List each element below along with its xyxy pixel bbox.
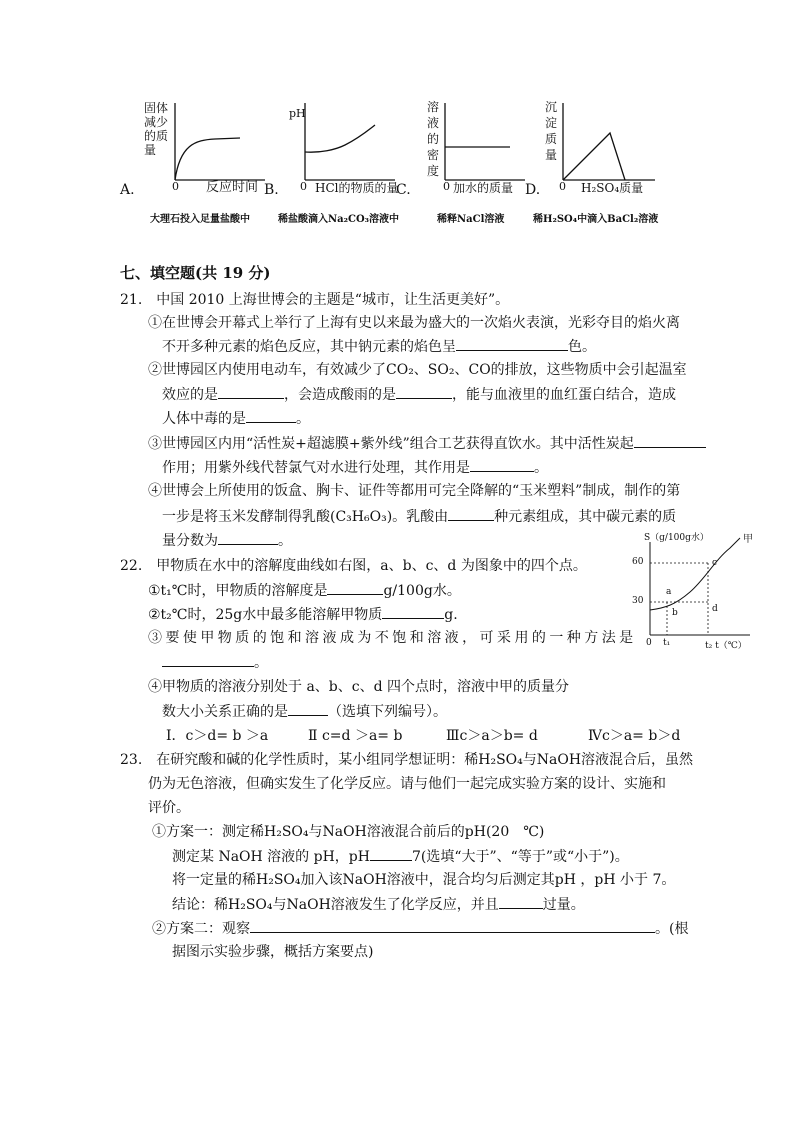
blank[interactable] [218, 384, 284, 399]
sol-point-c: c [712, 558, 718, 568]
q21-p2-l2: 效应的是 ，会造成酸雨的是 ，能与血液里的血红蛋白结合，造成 [162, 384, 676, 405]
q21-p4-l2: 一步是将玉米发酵制得乳酸(C₃H₆O₃)。乳酸由 种元素组成，其中碳元素的质 [162, 506, 676, 527]
q22-opt-4: Ⅳc＞a= b＞d [588, 728, 681, 744]
graph-d-xlabel: H₂SO₄质量 [581, 181, 644, 195]
q22-p4-l2: 数大小关系正确的是 （选填下列编号）。 [162, 701, 447, 722]
blank[interactable] [288, 701, 328, 716]
sol-series: 甲 [743, 534, 753, 545]
solubility-chart [630, 530, 780, 660]
q23-s1: ①方案一：测定稀H₂SO₄与NaOH溶液混合前后的pH(20 ℃) [152, 824, 545, 840]
graph-d-ylabel: 沉淀质量 [545, 100, 558, 162]
sol-xtick-0: 0 [646, 638, 652, 648]
q22-p3: ③ 要 使 甲 物 质 的 饱 和 溶 液 成 为 不 饱 和 溶 液 ， 可 采 用 的 一 种 方 法 是 [148, 630, 633, 646]
blank[interactable] [448, 506, 494, 521]
blank[interactable] [218, 530, 278, 545]
blank[interactable] [396, 384, 452, 399]
sol-ylabel: S（g/100g水） [644, 533, 709, 543]
graph-a-origin: 0 [172, 180, 179, 193]
blank[interactable] [470, 457, 534, 472]
blank[interactable] [382, 604, 444, 619]
graph-c-origin: 0 [443, 180, 450, 193]
blank[interactable] [499, 894, 543, 909]
sol-xtick-t2: t₂ t（℃） [705, 641, 747, 651]
blank[interactable] [246, 408, 296, 423]
section-title: 七、填空题(共 19 分) [120, 264, 271, 282]
q22-opt-2: Ⅱ c=d ＞a= b [308, 728, 403, 744]
blank[interactable] [162, 652, 254, 667]
graph-d-letter: D. [525, 182, 541, 198]
q23-s2: ②方案二：观察 。(根 [152, 918, 688, 939]
q23-stem-l3: 评价。 [148, 800, 190, 816]
q21-p1-l2: 不开多种元素的焰色反应，其中钠元素的焰色呈 色。 [162, 336, 596, 357]
graph-b-caption: 稀盐酸滴入Na₂CO₃溶液中 [278, 214, 400, 225]
q22-p1: ①t₁℃时，甲物质的溶解度是 g/100g水。 [148, 580, 461, 601]
graph-b-ylabel: pH [289, 107, 306, 120]
graph-c-ylabel: 溶液的密度 [427, 100, 440, 178]
blank[interactable] [250, 918, 655, 933]
q23-s1-l2: 测定某 NaOH 溶液的 pH，pH 7(选填“大于”、“等于”或“小于”)。 [172, 846, 629, 867]
q21-p4-l1: ④世博会上所使用的饭盒、胸卡、证件等都用可完全降解的“玉米塑料”制成，制作的第 [148, 483, 681, 499]
sol-ytick-60: 60 [632, 557, 644, 567]
sol-ytick-30: 30 [632, 596, 644, 606]
q23-s2-l2: 据图示实验步骤，概括方案要点) [172, 944, 374, 960]
graph-a-ylabel: 固体减少的质量 [144, 101, 169, 157]
q22-p2: ②t₂℃时，25g水中最多能溶解甲物质 g. [148, 604, 458, 625]
q21-p2-l1: ②世博园区内使用电动车，有效减少了CO₂、SO₂、CO的排放，这些物质中会引起温室 [148, 362, 687, 378]
blank[interactable] [370, 846, 412, 861]
graph-a [120, 95, 270, 225]
q23-s1-l3: 将一定量的稀H₂SO₄加入该NaOH溶液中，混合均匀后测定其pH ，pH 小于 7。 [172, 872, 676, 888]
q22-p3-l2: 。 [162, 652, 268, 673]
graph-d-origin: 0 [559, 180, 566, 193]
blank[interactable] [327, 580, 383, 595]
blank[interactable] [634, 433, 706, 448]
blank[interactable] [456, 336, 568, 351]
sol-point-a: a [666, 587, 672, 597]
graph-b-letter: B. [264, 182, 279, 198]
q22-stem: 22. 甲物质在水中的溶解度曲线如右图，a、b、c、d 为图象中的四个点。 [120, 558, 587, 574]
graph-b [265, 95, 415, 225]
graph-c-letter: C. [396, 182, 411, 198]
q22-p4-l1: ④甲物质的溶液分别处于 a、b、c、d 四个点时，溶液中甲的质量分 [148, 679, 570, 695]
graph-c-xlabel: 加水的质量 [453, 181, 514, 195]
q21-p3-l1: ③世博园区内用“活性炭+超滤膜+紫外线”组合工艺获得直饮水。其中活性炭起 [148, 433, 706, 454]
sol-xtick-t1: t₁ [663, 638, 671, 648]
q22-opt-3: Ⅲc＞a＞b= d [446, 728, 538, 744]
q23-s1-l4: 结论：稀H₂SO₄与NaOH溶液发生了化学反应，并且 过量。 [172, 894, 585, 915]
q23-stem-l1: 23. 在研究酸和碱的化学性质时，某小组同学想证明：稀H₂SO₄与NaOH溶液混合后，虽然 [120, 752, 694, 768]
q21-p3-l2: 作用；用紫外线代替氯气对水进行处理，其作用是 。 [162, 457, 548, 478]
q21-p2-l3: 人体中毒的是 。 [162, 408, 310, 429]
graph-a-letter: A. [120, 182, 135, 198]
graph-c-caption: 稀释NaCl溶液 [437, 214, 505, 225]
graph-b-origin: 0 [300, 180, 307, 193]
graph-c [396, 95, 545, 225]
q21-p4-l3: 量分数为 。 [162, 530, 292, 551]
graph-d-caption: 稀H₂SO₄中滴入BaCl₂溶液 [533, 214, 659, 225]
sol-point-d: d [712, 604, 718, 614]
q21-p1-l1: ①在世博会开幕式上举行了上海有史以来最为盛大的一次焰火表演，光彩夺目的焰火离 [148, 315, 680, 331]
sol-point-b: b [672, 608, 678, 618]
graph-b-xlabel: HCl的物质的量 [315, 181, 399, 195]
q23-stem-l2: 仍为无色溶液，但确实发生了化学反应。请与他们一起完成实验方案的设计、实施和 [148, 776, 666, 792]
graph-a-xlabel: 反应时间 [206, 180, 259, 195]
graph-d [525, 95, 675, 225]
graph-a-caption: 大理石投入足量盐酸中 [150, 214, 250, 225]
q22-opt-1: Ⅰ．c＞d= b ＞a [166, 728, 269, 744]
q21-stem: 21. 中国 2010 上海世博会的主题是“城市，让生活更美好”。 [120, 292, 510, 308]
